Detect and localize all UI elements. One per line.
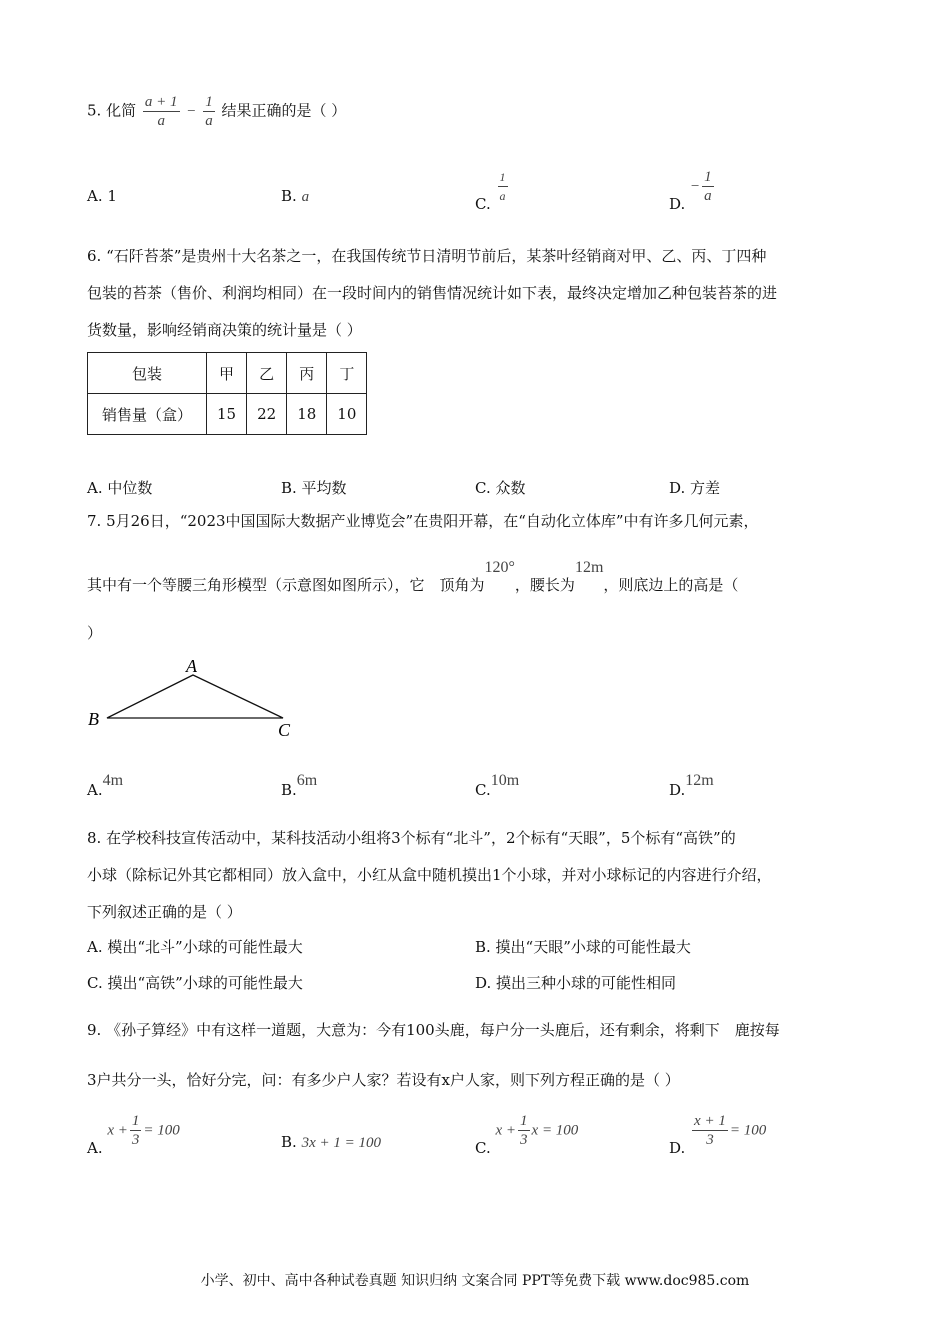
table-row xyxy=(88,394,367,435)
math: x + xyxy=(107,1122,128,1139)
label: B. xyxy=(281,1133,297,1151)
table-header-row xyxy=(88,353,367,394)
q8-option-a: A. 模出“北斗”小球的可能性最大 xyxy=(87,938,303,956)
q5-stem xyxy=(87,93,346,130)
q7-option-a xyxy=(87,772,124,801)
table-cell: 10 xyxy=(327,394,367,435)
q9-option-c xyxy=(475,1112,579,1157)
label: C. xyxy=(475,194,491,213)
math: x + xyxy=(495,1122,517,1139)
label: B. xyxy=(281,781,297,799)
math: = 100 xyxy=(143,1122,180,1139)
numerator: 1 xyxy=(704,169,712,185)
q9-option-a xyxy=(87,1112,180,1157)
vertex-a-label: A xyxy=(186,656,197,676)
q8-line: 下列叙述正确的是（ ） xyxy=(87,903,242,921)
table-cell: 15 xyxy=(207,394,247,435)
q5-fraction-1 xyxy=(143,93,180,130)
label: A. xyxy=(87,781,103,799)
triangle-figure xyxy=(80,650,320,745)
q8-line: 8. 在学校科技宣传活动中，某科技活动小组将3个标有“北斗”，2个标有“天眼”，5个标有“高铁”的 xyxy=(87,829,736,847)
table-cell: 22 xyxy=(247,394,287,435)
fraction xyxy=(518,1112,530,1149)
q6-option-b: B. 平均数 xyxy=(281,479,347,497)
numerator: 1 xyxy=(520,1113,528,1129)
fraction xyxy=(702,168,714,205)
vertex-c-label: C xyxy=(278,720,291,740)
q6-line: 货数量，影响经销商决策的统计量是（ ） xyxy=(87,321,362,339)
fraction xyxy=(130,1112,142,1149)
denominator: a xyxy=(157,113,165,129)
q5-option-c xyxy=(475,168,510,213)
numerator: x + 1 xyxy=(694,1113,726,1129)
sales-table xyxy=(87,352,367,435)
q7-line xyxy=(87,559,739,596)
triangle xyxy=(107,675,283,718)
denominator: 3 xyxy=(706,1132,714,1148)
value: 1 xyxy=(107,187,117,205)
q9-line: 3户共分一头，恰好分完，问：有多少户人家？若设有x户人家，则下列方程正确的是（ ） xyxy=(87,1071,680,1089)
denominator: a xyxy=(205,113,213,129)
denominator: 3 xyxy=(131,1132,140,1148)
minus: − xyxy=(186,103,197,120)
table-cell: 甲 xyxy=(207,353,247,394)
q9-option-b xyxy=(281,1132,381,1153)
q5-fraction-2 xyxy=(203,93,215,130)
q7-line: 7. 5月26日，“2023中国国际大数据产业博览会”在贵阳开幕，在“自动化立体库”中有许多几何元素， xyxy=(87,512,759,530)
text: 其中有一个等腰三角形模型（示意图如图所示），它 顶角为 xyxy=(87,576,485,594)
text: ，腰长为 xyxy=(514,576,575,594)
label: D. xyxy=(669,1138,686,1157)
label: C. xyxy=(475,1138,491,1157)
table-cell: 乙 xyxy=(247,353,287,394)
value: 10m xyxy=(490,772,520,789)
label: A. xyxy=(87,187,103,205)
label: C. xyxy=(475,781,491,799)
fraction xyxy=(692,1112,728,1149)
q9-line: 9. 《孙子算经》中有这样一道题，大意为：今有100头鹿，每户分一头鹿后，还有剩余，将剩下 鹿按每 xyxy=(87,1021,780,1039)
numerator: 1 xyxy=(205,94,213,110)
table-cell: 包装 xyxy=(88,353,207,394)
q7-option-d xyxy=(669,772,714,801)
q5-prefix: 5. 化简 xyxy=(87,101,137,120)
value: 6m xyxy=(296,772,318,789)
table-cell: 丁 xyxy=(327,353,367,394)
value: 4m xyxy=(102,772,124,789)
value: 12m xyxy=(685,772,714,789)
label: A. xyxy=(87,1138,103,1157)
value: a xyxy=(301,189,310,205)
q6-option-d: D. 方差 xyxy=(669,479,721,497)
numerator: a + 1 xyxy=(144,94,178,110)
q8-option-c: C. 摸出“高铁”小球的可能性最大 xyxy=(87,974,303,992)
table-cell: 丙 xyxy=(287,353,327,394)
label: D. xyxy=(669,781,686,799)
table-cell: 销售量（盒） xyxy=(88,394,207,435)
denominator: 3 xyxy=(520,1132,528,1148)
apex-angle: 120° xyxy=(484,559,515,576)
q5-option-d xyxy=(669,168,716,213)
label: D. xyxy=(669,194,686,213)
q6-option-a: A. 中位数 xyxy=(87,479,153,497)
denominator: a xyxy=(499,189,506,203)
q8-option-d: D. 摸出三种小球的可能性相同 xyxy=(475,974,677,992)
q6-line: 包装的苔茶（售价、利润均相同）在一段时间内的销售情况统计如下表，最终决定增加乙种包装苔茶的进 xyxy=(87,284,778,302)
q5-option-a xyxy=(87,186,117,206)
text: ，则底边上的高是（ xyxy=(603,576,739,594)
math: = 100 xyxy=(729,1122,767,1139)
numerator: 1 xyxy=(131,1113,140,1129)
denominator: a xyxy=(704,188,712,204)
footer-link-text[interactable]: 小学、初中、高中各种试卷真题 知识归纳 文案合同 PPT等免费下载 www.doc985.com xyxy=(200,1273,750,1289)
math: x = 100 xyxy=(531,1122,579,1139)
vertex-b-label: B xyxy=(88,709,99,729)
fraction xyxy=(498,168,508,205)
q7-option-c xyxy=(475,772,520,801)
q5-suffix: 结果正确的是（ ） xyxy=(221,101,347,120)
q9-option-d xyxy=(669,1112,767,1157)
sign: − xyxy=(690,178,701,195)
q7-option-b xyxy=(281,772,318,801)
q5-option-b xyxy=(281,186,309,207)
q8-line: 小球（除标记外其它都相同）放入盒中，小红从盒中随机摸出1个小球，并对小球标记的内容进行介绍， xyxy=(87,866,772,884)
q6-line: 6. “石阡苔茶”是贵州十大名茶之一，在我国传统节日清明节前后，某茶叶经销商对甲、乙、丙、丁四种 xyxy=(87,247,767,265)
math: 3x + 1 = 100 xyxy=(301,1135,381,1151)
leg-length: 12m xyxy=(574,559,604,576)
q6-option-c: C. 众数 xyxy=(475,479,526,497)
numerator: 1 xyxy=(498,168,508,187)
q7-line: ） xyxy=(87,624,103,642)
label: B. xyxy=(281,187,297,205)
q8-option-b: B. 摸出“天眼”小球的可能性最大 xyxy=(475,938,691,956)
table-cell: 18 xyxy=(287,394,327,435)
